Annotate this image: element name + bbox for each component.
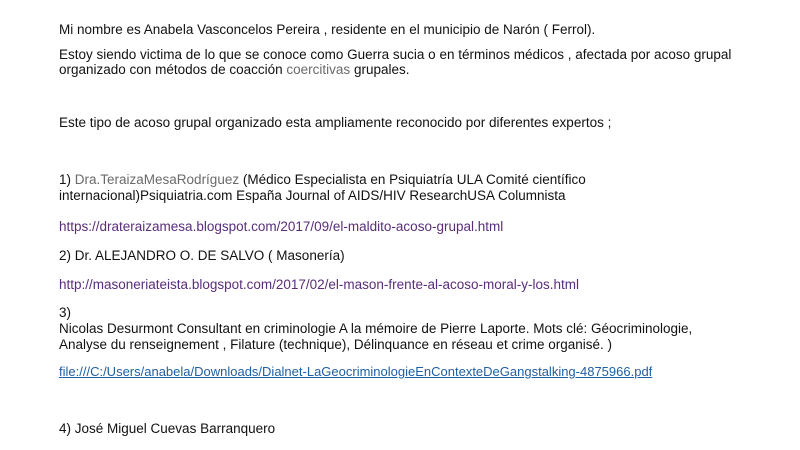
- expert-1-description: (Médico Especialista en Psiquiatría ULA Comité científico: [239, 172, 586, 187]
- expert-4-line: 4) José Miguel Cuevas Barranquero: [59, 421, 276, 436]
- intro-paragraph-3: Este tipo de acoso grupal organizado esta ampliamente reconocido por diferentes expertos ;: [59, 115, 612, 130]
- intro-paragraph-2-line-2: [59, 62, 409, 78]
- expert-1-number: 1): [59, 172, 75, 187]
- expert-1-line-2: internacional)Psiquiatria.com España Journal of AIDS/HIV ResearchUSA Columnista: [59, 188, 566, 203]
- expert-1-link[interactable]: https://drateraizamesa.blogspot.com/2017/09/el-maldito-acoso-grupal.html: [59, 219, 504, 234]
- expert-3-line-1: Nicolas Desurmont Consultant en criminologie A la mémoire de Pierre Laporte. Mots clé: Géocriminologie,: [59, 321, 693, 336]
- expert-2-line: 2) Dr. ALEJANDRO O. DE SALVO ( Masonería): [59, 248, 345, 263]
- expert-1-line-1: [59, 172, 586, 188]
- highlighted-word: coercitivas: [286, 62, 351, 77]
- intro-paragraph-2-line-1: Estoy siendo victima de lo que se conoce como Guerra sucia o en términos médicos , afectada por acoso grupal: [59, 47, 732, 62]
- intro-text: organizado con métodos de coacción: [59, 62, 287, 77]
- expert-3-number: 3): [59, 305, 72, 320]
- expert-3-line-2: Analyse du renseignement , Filature (technique), Délinquance en réseau et crime organisé. ): [59, 337, 613, 352]
- intro-paragraph-1: Mi nombre es Anabela Vasconcelos Pereira , residente en el municipio de Narón ( Ferrol).: [59, 22, 596, 37]
- intro-text-end: grupales.: [350, 62, 410, 77]
- expert-2-link[interactable]: http://masoneriateista.blogspot.com/2017/02/el-mason-frente-al-acoso-moral-y-los.html: [59, 277, 579, 292]
- expert-3-link[interactable]: file:///C:/Users/anabela/Downloads/Dialnet-LaGeocriminologieEnContexteDeGangstalking-4875966.pdf: [59, 364, 653, 379]
- expert-1-name: Dra.TeraizaMesaRodríguez: [74, 172, 240, 187]
- cut-off-next-line: [59, 444, 319, 450]
